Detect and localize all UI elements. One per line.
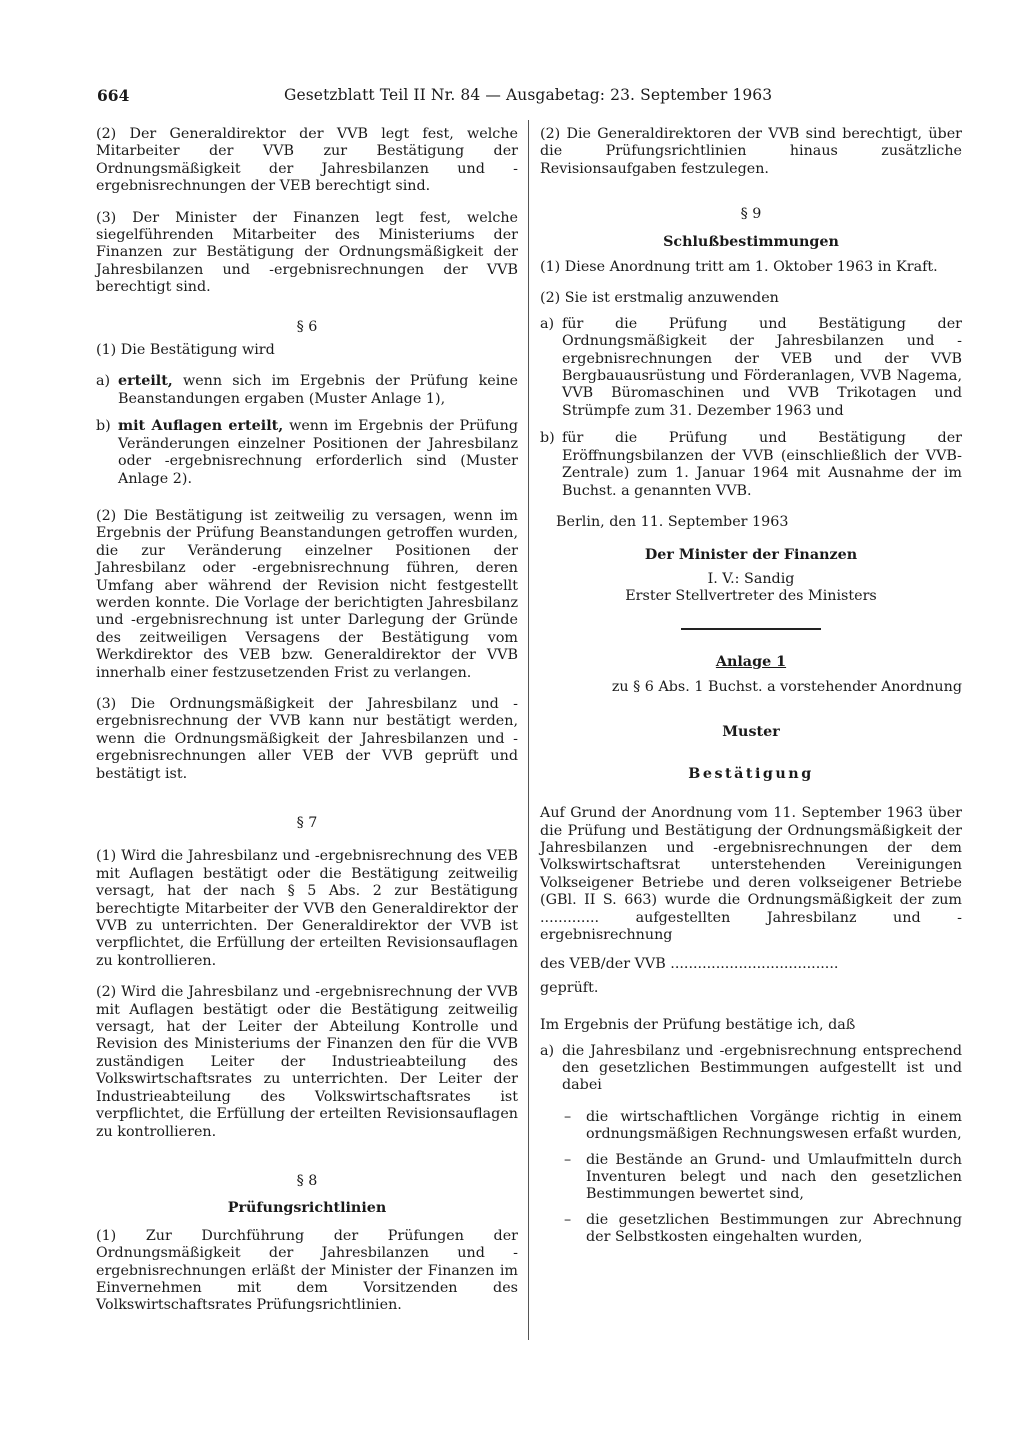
- section-7-heading: § 7: [296, 815, 318, 831]
- list-text: [118, 418, 518, 488]
- dash-symbol: –: [564, 1151, 572, 1168]
- list-label: a): [540, 315, 555, 332]
- dash-item-3: [564, 1212, 962, 1247]
- list-text: für die Prüfung und Bestätigung der Eröffnungsbilanzen der VVB (einschließlich der VVB-Zentrale) zum 1. Januar 1964 mit Ausnahme der im Buchst. a genannten VVB.: [562, 430, 962, 499]
- list-text-rest: wenn im Ergebnis der Prüfung Veränderungen einzelner Positionen der Jahresbilanz oder -ergebnisrechnung erforderlich sind (Muster Anlage 2).: [118, 418, 518, 487]
- paragraph-8-1: (1) Zur Durchführung der Prüfungen der Ordnungsmäßigkeit der Jahresbilanzen und -ergebnisrechnungen erläßt der Minister der Finanzen im Einvernehmen mit dem Vorsitzenden des Volkswirtschaftsrates Prüfungsrichtlinien.: [96, 1227, 518, 1314]
- place-date: Berlin, den 11. September 1963: [556, 513, 789, 530]
- list-text: [118, 373, 518, 408]
- signer-title: Der Minister der Finanzen: [644, 547, 858, 564]
- dash-text: die Bestände an Grund- und Umlaufmitteln durch Inventuren belegt und nach den gesetzlichen Bestimmungen bewertet sind,: [586, 1151, 962, 1203]
- list-text-bold: erteilt,: [118, 373, 173, 390]
- anlage-reference: zu § 6 Abs. 1 Buchst. a vorstehender Anordnung: [611, 678, 962, 695]
- paragraph-5-3: (3) Der Minister der Finanzen legt fest, welche siegelführenden Mitarbeiter des Ministeriums der Finanzen zur Bestätigung der Ordnungsmäßigkeit der Jahresbilanzen und -ergebnisrechnungen der VVB berechtigt sind.: [96, 209, 518, 296]
- paragraph-9-1: (1) Diese Anordnung tritt am 1. Oktober 1963 in Kraft.: [540, 259, 938, 276]
- form-geprueft: geprüft.: [540, 979, 599, 996]
- paragraph-8-2: (2) Die Generaldirektoren der VVB sind berechtigt, über die Prüfungsrichtlinien hinaus zusätzliche Revisionsaufgaben festzulegen.: [540, 126, 962, 177]
- dash-symbol: –: [564, 1211, 572, 1228]
- section-6-heading: § 6: [296, 318, 318, 335]
- dash-symbol: –: [564, 1108, 572, 1125]
- signer-name: I. V.: Sandig: [707, 570, 795, 587]
- muster-label: Muster: [722, 724, 780, 741]
- list-item-9b: [540, 430, 962, 500]
- list-text-rest: wenn sich im Ergebnis der Prüfung keine Beanstandungen ergaben (Muster Anlage 1),: [118, 373, 518, 407]
- form-item-a: [540, 1043, 962, 1095]
- paragraph-7-2: (2) Wird die Jahresbilanz und -ergebnisrechnung der VVB mit Auflagen bestätigt oder die Bestätigung zeitweilig versagt, hat der Leiter der Abteilung Kontrolle und Revision des Ministeriums der Finanzen den für die VVB zuständigen Leiter der Industrieabteilung des Volkswirtschaftsrates zu unterrichten. Der Leiter der Industrieabteilung des Volkswirtschaftsrates ist verpflichtet, die Erfüllung der erteilten Revisionsauflagen zu kontrollieren.: [96, 984, 518, 1140]
- paragraph-7-1: (1) Wird die Jahresbilanz und -ergebnisrechnung des VEB mit Auflagen bestätigt oder die Bestätigung zeitweilig versagt, hat der nach § 5 Abs. 2 zur Bestätigung berechtigte Mitarbeiter der VVB den Generaldirektor der VVB zu unterrichten. Der Generaldirektor der VVB ist verpflichtet, die Erfüllung der erteilten Revisionsauflagen zu kontrollieren.: [96, 848, 518, 969]
- form-veb: des VEB/der VVB .....................................: [540, 956, 839, 973]
- list-item-9a: [540, 316, 962, 420]
- paragraph-9-2: (2) Sie ist erstmalig anzuwenden: [540, 290, 779, 307]
- form-result: Im Ergebnis der Prüfung bestätige ich, daß: [540, 1017, 856, 1034]
- dash-item-1: [564, 1109, 962, 1144]
- dash-text: die wirtschaftlichen Vorgänge richtig in einem ordnungsmäßigen Rechnungswesen erfaßt wurden,: [586, 1108, 962, 1143]
- signer-role: Erster Stellvertreter des Ministers: [625, 588, 877, 605]
- list-item-6a: [96, 373, 518, 408]
- section-8-title: Prüfungsrichtlinien: [227, 1200, 387, 1217]
- paragraph-5-2: (2) Der Generaldirektor der VVB legt fest, welche Mitarbeiter der VVB zur Bestätigung der Ordnungsmäßigkeit der Jahresbilanzen und -ergebnisrechnungen der VEB berechtigt sind.: [96, 126, 518, 195]
- left-column: [96, 126, 518, 1329]
- list-label: a): [96, 373, 111, 390]
- anlage-title: Anlage 1: [715, 653, 787, 670]
- list-label: b): [540, 430, 555, 447]
- list-text: für die Prüfung und Bestätigung der Ordnungsmäßigkeit der Jahresbilanzen und -ergebnisrechnungen der VEB und der VVB Bergbauausrüstung und Förderanlagen, VVB Nagema, VVB Büromaschinen und VVB Trikotagen und Strümpfe zum 31. Dezember 1963 und: [562, 315, 962, 419]
- list-label: a): [540, 1042, 555, 1059]
- paragraph-6-3: (3) Die Ordnungsmäßigkeit der Jahresbilanz und -ergebnisrechnung der VVB kann nur bestätigt werden, wenn die Ordnungsmäßigkeit der Jahresbilanzen und -ergebnisrechnungen aller VEB der VVB geprüft und bestätigt ist.: [96, 695, 518, 782]
- list-text: die Jahresbilanz und -ergebnisrechnung entsprechend den gesetzlichen Bestimmungen aufgestellt ist und dabei: [562, 1042, 962, 1094]
- dash-text: die gesetzlichen Bestimmungen zur Abrechnung der Selbstkosten eingehalten wurden,: [586, 1211, 962, 1246]
- list-label: b): [96, 418, 111, 435]
- form-intro: Auf Grund der Anordnung vom 11. September 1963 über die Prüfung und Bestätigung der Ordnungsmäßigkeit der Jahresbilanzen und -ergebnisrechnungen der dem Volkswirtschaftsrat unterstehenden Vereinigungen Volkseigener Betriebe und deren volkseigener Betriebe (GBl. II S. 663) wurde die Ordnungsmäßigkeit der zum ............. aufgestellten Jahresbilanz und -ergebnisrechnung: [540, 805, 962, 943]
- section-divider: [681, 628, 821, 630]
- section-9-title: Schlußbestimmungen: [663, 233, 839, 250]
- right-column: [540, 126, 962, 1255]
- paragraph-6-1: (1) Die Bestätigung wird: [96, 342, 275, 359]
- list-item-6b: [96, 418, 518, 488]
- dash-item-2: [564, 1152, 962, 1204]
- section-8-heading: § 8: [296, 1172, 318, 1189]
- column-divider: [528, 120, 529, 1340]
- section-9-heading: § 9: [740, 206, 762, 223]
- bestaetigung-title: Bestätigung: [688, 765, 814, 782]
- paragraph-6-2: (2) Die Bestätigung ist zeitweilig zu versagen, wenn im Ergebnis der Prüfung Beanstandungen getroffen wurden, die zur Veränderung einzelner Positionen der Jahresbilanz oder -ergebnisrechnung führen, deren Umfang aber während der Revision nicht festgestellt werden konnte. Die Vorlage der berichtigten Jahresbilanz und -ergebnisrechnung ist unter Darlegung der Gründe des zeitweiligen Versagens der Bestätigung vom Werkdirektor des VEB bzw. Generaldirektor der VVB innerhalb einer festzusetzenden Frist zu verlangen.: [96, 507, 518, 681]
- page-header-title: Gesetzblatt Teil II Nr. 84 — Ausgabetag: 23. September 1963: [284, 86, 773, 104]
- page-number: 664: [97, 86, 130, 105]
- list-text-bold: mit Auflagen erteilt,: [118, 418, 284, 435]
